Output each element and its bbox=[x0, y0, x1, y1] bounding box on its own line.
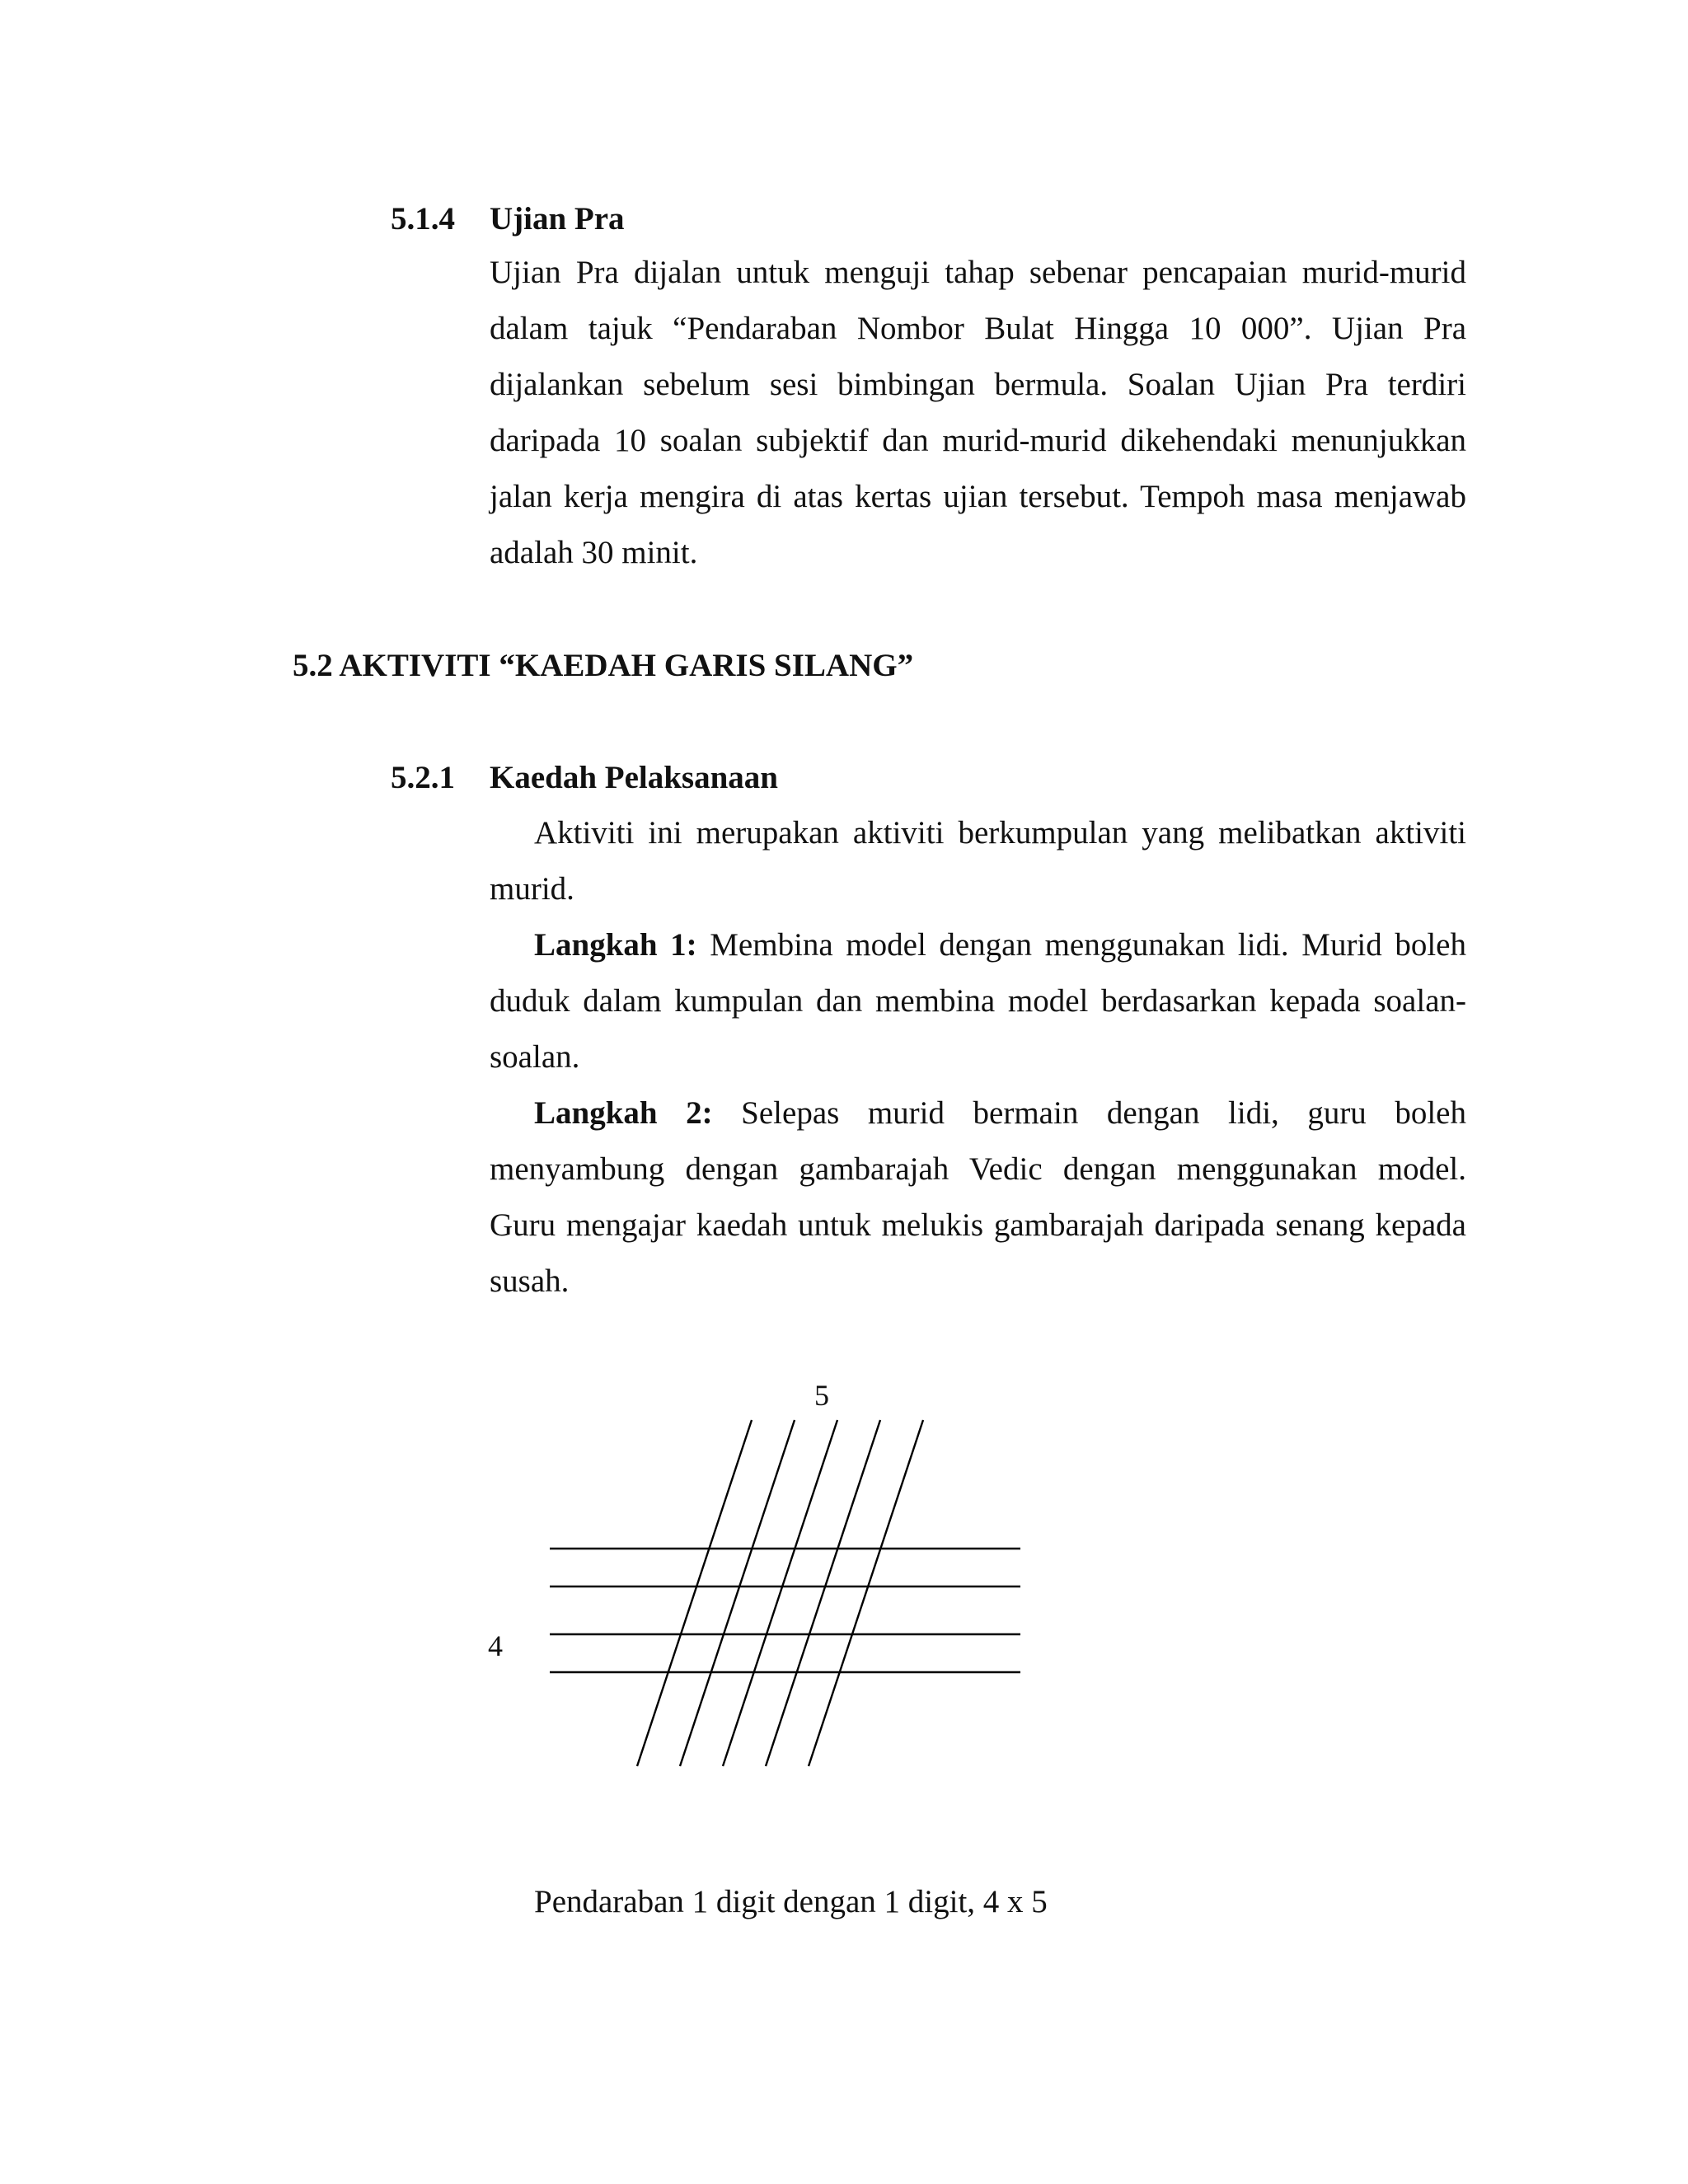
paragraph-line: Guru mengajar kaedah untuk melukis gambarajah daripada senang kepada bbox=[490, 1207, 1466, 1243]
diagonal-line bbox=[723, 1420, 837, 1766]
paragraph-line: Ujian Pra dijalan untuk menguji tahap sebenar pencapaian murid-murid bbox=[490, 255, 1466, 290]
diagonal-line bbox=[637, 1420, 752, 1766]
step-2-text: Selepas murid bermain dengan lidi, guru boleh bbox=[741, 1095, 1466, 1131]
section-number-5-2-1: 5.2.1 bbox=[391, 760, 455, 795]
paragraph-line: menyambung dengan gambarajah Vedic dengan menggunakan model. bbox=[490, 1151, 1466, 1187]
paragraph-line: dalam tajuk “Pendaraban Nombor Bulat Hingga 10 000”. Ujian Pra bbox=[490, 311, 1466, 346]
step-1-label: Langkah 1: bbox=[534, 927, 697, 963]
section-number-5-1-4: 5.1.4 bbox=[391, 201, 455, 237]
horizontal-lines-group bbox=[550, 1549, 1020, 1672]
figure-top-number: 5 bbox=[814, 1379, 829, 1412]
section-title-kaedah-pelaksanaan: Kaedah Pelaksanaan bbox=[490, 760, 778, 795]
diagonal-line bbox=[680, 1420, 795, 1766]
diagonal-lines-group bbox=[637, 1420, 923, 1766]
diagonal-line bbox=[766, 1420, 880, 1766]
paragraph-line: jalan kerja mengira di atas kertas ujian tersebut. Tempoh masa menjawab bbox=[490, 479, 1466, 514]
diagonal-line bbox=[809, 1420, 923, 1766]
paragraph-line: duduk dalam kumpulan dan membina model berdasarkan kepada soalan- bbox=[490, 983, 1466, 1019]
paragraph-line: adalah 30 minit. bbox=[490, 535, 698, 570]
paragraph-line: dijalankan sebelum sesi bimbingan bermula. Soalan Ujian Pra terdiri bbox=[490, 367, 1466, 402]
step-2-label: Langkah 2: bbox=[534, 1095, 713, 1131]
figure-caption: Pendaraban 1 digit dengan 1 digit, 4 x 5 bbox=[534, 1884, 1048, 1919]
figure-left-number: 4 bbox=[488, 1629, 503, 1662]
paragraph-line: susah. bbox=[490, 1263, 570, 1299]
paragraph-line: murid. bbox=[490, 871, 574, 907]
section-heading-5-2: 5.2 AKTIVITI “KAEDAH GARIS SILANG” bbox=[293, 648, 914, 683]
step-1-text: Membina model dengan menggunakan lidi. Murid boleh bbox=[710, 927, 1466, 963]
paragraph-line: daripada 10 soalan subjektif dan murid-murid dikehendaki menunjukkan bbox=[490, 423, 1466, 458]
paragraph-line: soalan. bbox=[490, 1039, 580, 1075]
paragraph-line: Aktiviti ini merupakan aktiviti berkumpulan yang melibatkan aktiviti bbox=[534, 815, 1466, 851]
section-title-ujian-pra: Ujian Pra bbox=[490, 201, 625, 237]
